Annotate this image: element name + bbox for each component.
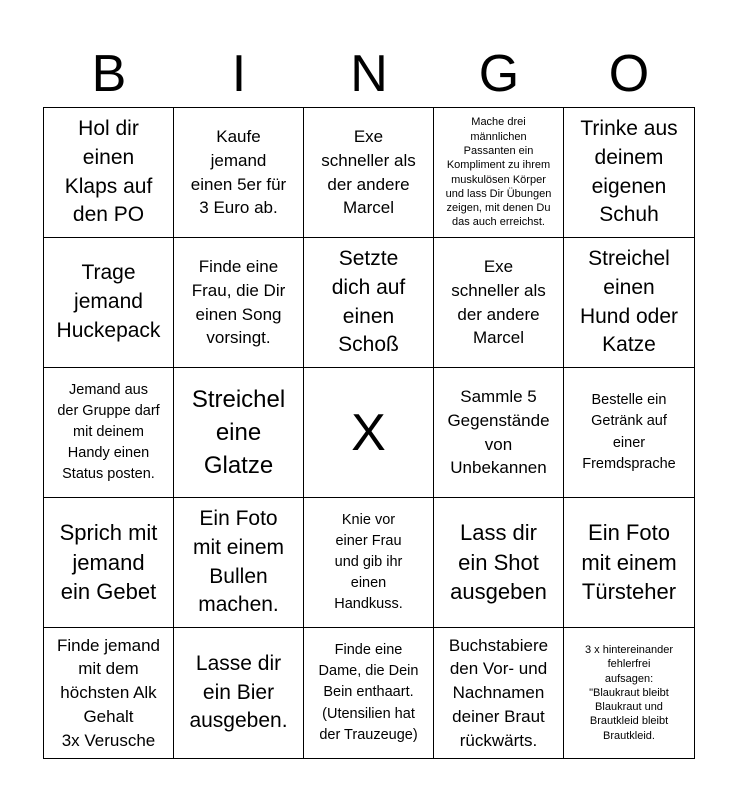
bingo-cell-r4c4[interactable]	[434, 498, 564, 628]
cell-text: Buchstabiere den Vor- und Nachnamen deiner Braut rückwärts.	[448, 635, 549, 750]
bingo-cell-r4c5[interactable]	[564, 498, 694, 628]
cell-text: Setzte dich auf einen Schoß	[331, 246, 406, 357]
bingo-cell-r2c4[interactable]	[434, 238, 564, 368]
title-letter-o: O	[608, 45, 650, 103]
bingo-cell-r4c1[interactable]	[44, 498, 174, 628]
bingo-cell-r1c4[interactable]	[434, 108, 564, 238]
title-letter-n: N	[350, 45, 388, 103]
bingo-cell-r5c2[interactable]	[174, 628, 304, 758]
bingo-cell-r5c4[interactable]	[434, 628, 564, 758]
cell-text: Kaufe jemand einen 5er für 3 Euro ab.	[190, 126, 287, 218]
cell-text: Finde eine Dame, die Dein Bein enthaart. (Utensilien hat der Trauzeuge)	[318, 642, 419, 743]
cell-text: Mache drei männlichen Passanten ein Kompliment zu ihrem muskulösen Körper und lass Dir Übungen zeigen, mit denen Du das auch erreichst.	[445, 116, 552, 229]
bingo-cell-r3c2[interactable]	[174, 368, 304, 498]
bingo-cell-r4c2[interactable]	[174, 498, 304, 628]
cell-text: Trage jemand Huckepack	[56, 261, 161, 342]
cell-text: Sprich mit jemand ein Gebet	[59, 519, 158, 605]
cell-text: Lasse dir ein Bier ausgeben.	[189, 651, 288, 733]
cell-text: Lass dir ein Shot ausgeben	[450, 519, 547, 605]
cell-text: Bestelle ein Getränk auf einer Fremdsprache	[582, 392, 676, 472]
bingo-cell-r1c3[interactable]	[304, 108, 434, 238]
bingo-cell-r2c1[interactable]	[44, 238, 174, 368]
bingo-cell-r3c1[interactable]	[44, 368, 174, 498]
bingo-cell-free[interactable]	[304, 368, 434, 498]
cell-text: Ein Foto mit einem Bullen machen.	[192, 506, 285, 617]
bingo-cell-r2c5[interactable]	[564, 238, 694, 368]
cell-text: Streichel eine Glatze	[191, 385, 286, 480]
cell-text: Ein Foto mit einem Türsteher	[581, 519, 677, 605]
bingo-title	[44, 44, 694, 104]
cell-text: Exe schneller als der andere Marcel	[321, 126, 416, 218]
free-space-mark: X	[351, 403, 386, 462]
cell-text: Exe schneller als der andere Marcel	[451, 256, 546, 348]
cell-text: Trinke aus deinem eigenen Schuh	[580, 116, 678, 227]
bingo-cell-r1c2[interactable]	[174, 108, 304, 238]
title-letter-b: B	[91, 45, 127, 103]
cell-text: 3 x hintereinander fehlerfrei aufsagen: "Blaukraut bleibt Blaukraut und Brautkleid bleibt Brautkleid.	[584, 643, 674, 742]
title-letter-i: I	[231, 45, 247, 103]
cell-text: Hol dir einen Klaps auf den PO	[64, 116, 153, 227]
cell-text: Streichel einen Hund oder Katze	[579, 246, 679, 357]
cell-text: Jemand aus der Gruppe darf mit deinem Handy einen Status posten.	[57, 381, 160, 483]
bingo-cell-r3c5[interactable]	[564, 368, 694, 498]
title-letter-g: G	[478, 45, 520, 103]
bingo-grid	[43, 107, 695, 759]
cell-text: Finde jemand mit dem höchsten Alk Gehalt 3x Verusche	[56, 635, 160, 750]
cell-text: Knie vor einer Frau und gib ihr einen Handkuss.	[334, 511, 403, 613]
bingo-cell-r4c3[interactable]	[304, 498, 434, 628]
bingo-cell-r3c4[interactable]	[434, 368, 564, 498]
bingo-cell-r1c5[interactable]	[564, 108, 694, 238]
cell-text: Sammle 5 Gegenstände von Unbekannen	[447, 386, 550, 478]
bingo-cell-r1c1[interactable]	[44, 108, 174, 238]
bingo-cell-r5c1[interactable]	[44, 628, 174, 758]
cell-text: Finde eine Frau, die Dir einen Song vorsingt.	[191, 256, 286, 348]
bingo-cell-r2c3[interactable]	[304, 238, 434, 368]
bingo-cell-r2c2[interactable]	[174, 238, 304, 368]
bingo-cell-r5c5[interactable]	[564, 628, 694, 758]
bingo-cell-r5c3[interactable]	[304, 628, 434, 758]
